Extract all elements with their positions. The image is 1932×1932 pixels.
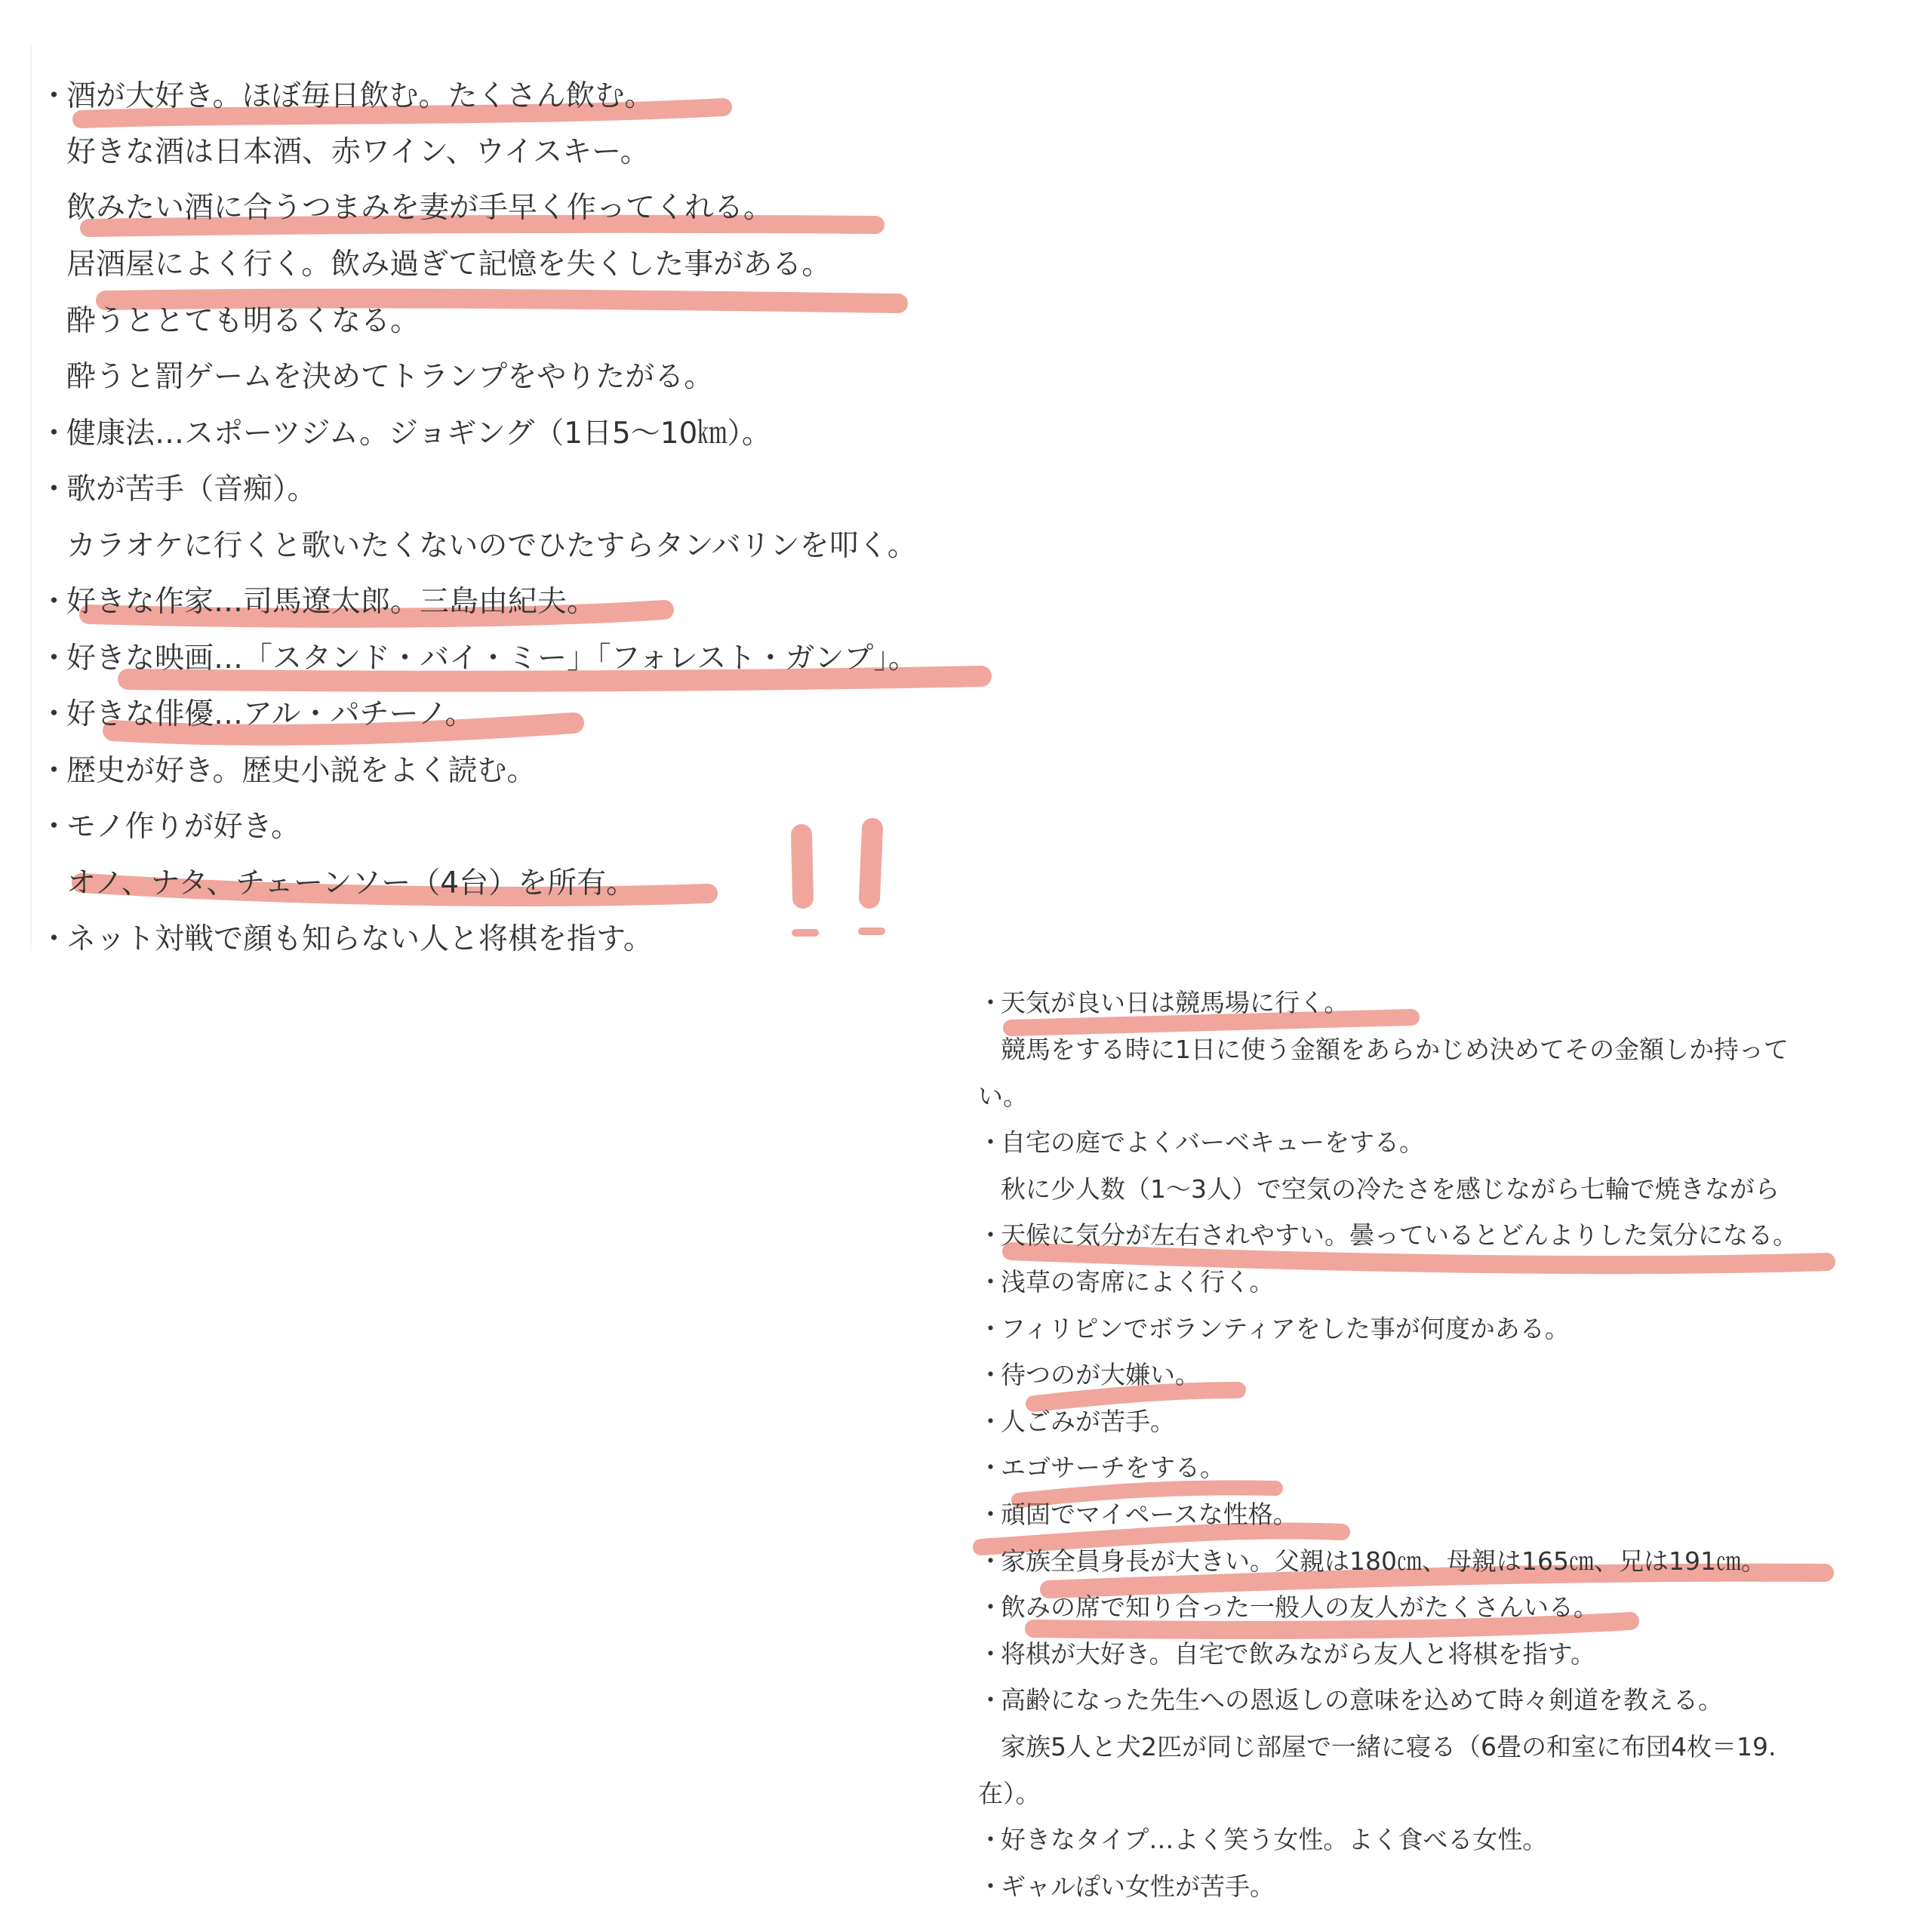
note-line: ・ 将棋が大好き。自宅で飲みながら友人と将棋を指す。 [1001,1641,1595,1666]
note-line: ・ モノ作りが好き。 [66,812,300,841]
note-line: ・ 健康法…スポーツジム。ジョギング（1日5〜10㎞）。 [66,419,771,448]
note-line: 居酒屋によく行く。飲み過ぎて記憶を失くした事がある。 [66,248,832,281]
note-line: ・ 高齢になった先生への恩返しの意味を込めて時々剣道を教える。 [1001,1687,1723,1712]
note-line: 競馬をする時に1日に使う金額をあらかじめ決めてその金額しか持って [1001,1037,1789,1062]
note-line: ・ 好きな映画…「スタンド・バイ・ミー」「フォレスト・ガンプ」。 [66,644,918,673]
note-line: 秋に少人数（1〜3人）で空気の冷たさを感じながら七輪で焼きながら [1001,1177,1780,1201]
note-line: ・ 待つのが大嫌い。 [1001,1362,1200,1387]
note-line: ・ 人ごみが苦手。 [1001,1409,1175,1434]
note-line: カラオケに行くと歌いたくないのでひたすらタンバリンを叩く。 [66,529,917,563]
note-line: 好きな酒は日本酒、赤ワイン、ウイスキー。 [66,135,650,169]
note-line: ・ 頑固でマイペースな性格。 [1001,1502,1298,1527]
note-line: オノ、ナタ、チェーンソー（4台）を所有。 [66,866,636,900]
bottom-note-section [974,974,1834,1909]
note-line: ・ 酒が大好き。ほぼ毎日飲む。たくさん飲む。 [66,82,654,111]
note-line: ・ 天気が良い日は競馬場に行く。 [1001,990,1349,1015]
note-line: ・ 自宅の庭でよくバーベキューをする。 [1001,1130,1424,1155]
note-line: ・ フィリピンでボランティアをした事が何度かある。 [1001,1316,1570,1341]
note-line: ・ エゴサーチをする。 [1001,1455,1225,1480]
note-line: ・ 好きなタイプ…よく笑う女性。よく食べる女性。 [1001,1827,1547,1852]
note-line: 酔うと罰ゲームを決めてトランプをやりたがる。 [66,360,714,394]
note-line: い。 [978,1081,1028,1111]
note-line: ・ 浅草の寄席によく行く。 [1001,1269,1274,1294]
note-line: ・ 好きな俳優…アル・パチーノ。 [66,700,475,729]
note-line: 在）。 [978,1779,1041,1808]
note-line: ・ 家族全員身長が大きい。父親は180㎝、母親は165㎝、兄は191㎝。 [1001,1549,1766,1574]
note-line: ・ 歌が苦手（音痴）。 [66,475,317,504]
note-line: ・ 歴史が好き。歴史小説をよく読む。 [66,756,536,786]
note-line: ・ 家族5人と犬2匹が同じ部屋で一緒に寝る（6畳の和室に布団4枚＝19. [1001,1734,1831,1759]
note-line: ・ 好きな作家…司馬遼太郎。三島由紀夫。 [66,587,596,617]
note-line: 飲みたい酒に合うつまみを妻が手早く作ってくれる。 [66,191,774,225]
top-note-section [30,45,1013,956]
note-line: ・ ネット対戦で顔も知らない人と将棋を指す。 [66,924,653,954]
note-line: ・ ギャルぽい女性が苦手。 [1001,1874,1275,1899]
note-line: ・ 天候に気分が左右されやすい。曇っているとどんよりした気分になる。 [1001,1223,1798,1247]
note-line: 酔うととても明るくなる。 [66,304,420,338]
note-line: ・ 飲みの席で知り合った一般人の友人がたくさんいる。 [1001,1595,1598,1620]
